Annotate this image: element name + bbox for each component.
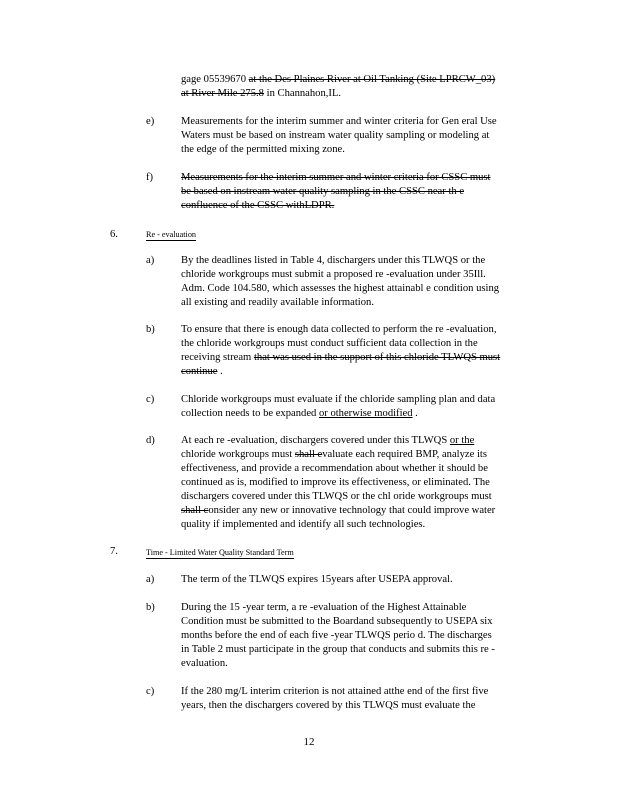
text-line <box>181 185 537 199</box>
text-run: continued as is, modified to improve its effectiveness, or eliminated. The <box>181 477 490 488</box>
deleted-text: at the Des Plaines River at Oil Tanking (Site LPRCW_03) <box>248 74 496 85</box>
text-line <box>181 601 537 615</box>
text-run: all existing and readily available information. <box>181 297 374 308</box>
text-run: in Channahon,IL. <box>263 88 342 99</box>
text-line <box>181 171 537 185</box>
text-line <box>181 282 537 296</box>
text-line <box>181 254 537 268</box>
deleted-text: Measurements for the interim summer and winter criteria for CSSC must <box>181 172 491 183</box>
item-marker-7a: a) <box>146 574 155 585</box>
item-marker-6b: b) <box>146 324 155 335</box>
item-marker-e: e) <box>146 116 155 127</box>
text-run: the chloride workgroups must conduct sufficient data collection in the <box>181 338 478 349</box>
text-line <box>181 448 537 462</box>
item-marker-f: f) <box>146 172 154 183</box>
text-run: receiving stream <box>181 352 254 363</box>
text-run: the edge of the permitted mixing zone. <box>181 144 345 155</box>
text-run: years, then the dischargers covered by this TLWQS must evaluate the <box>181 700 476 711</box>
text-run: dischargers covered under this TLWQS or the chl oride workgroups must <box>181 491 492 502</box>
text-line <box>181 296 537 310</box>
text-run: At each re -evaluation, dischargers covered under this TLWQS <box>181 435 450 446</box>
text-run: valuate each required BMP, analyze its <box>322 449 487 460</box>
deleted-text: continue <box>181 366 218 377</box>
item-marker-6d: d) <box>146 435 155 446</box>
text-run: To ensure that there is enough data collected to perform the re -evaluation, <box>181 324 497 335</box>
text-run: Condition must be submitted to the Boardand subsequently to USEPA six <box>181 616 493 627</box>
text-run: Adm. Code 104.580, which assesses the highest attainabl e condition using <box>181 283 500 294</box>
text-run: onsider any new or innovative technology that could improve water <box>208 505 496 516</box>
item-marker-7c: c) <box>146 686 155 697</box>
section-6-heading-text: Re - evaluation <box>146 230 197 239</box>
section-6-number: 6. <box>110 229 118 240</box>
text-run: quality if implemented and identify all such technologies. <box>181 519 426 530</box>
text-run: months before the end of each five -year TLWQS perio d. The discharges <box>181 630 492 641</box>
section-7-heading <box>146 547 294 558</box>
text-line <box>181 699 537 713</box>
text-line <box>181 407 537 421</box>
text-run: in Table 2 must participate in the group that conducts and submits this re - <box>181 644 495 655</box>
deleted-text: be based on instream water quality sampling in the CSSC near th e <box>181 186 465 197</box>
text-run: evaluation. <box>181 658 228 669</box>
inserted-text: or the <box>449 435 475 446</box>
text-run: chloride workgroups must <box>181 449 295 460</box>
text-run: collection needs to be expanded <box>181 408 319 419</box>
deleted-text: confluence of the CSSC withLDPR. <box>181 200 335 211</box>
item-7b-paragraph <box>181 601 537 671</box>
text-line <box>181 685 537 699</box>
item-marker-6c: c) <box>146 394 155 405</box>
text-run: Measurements for the interim summer and winter criteria for Gen eral Use <box>181 116 497 127</box>
text-line <box>181 87 537 101</box>
text-run: Chloride workgroups must evaluate if the chloride sampling plan and data <box>181 394 496 405</box>
text-line <box>181 504 537 518</box>
text-line <box>181 199 537 213</box>
item-marker-6a: a) <box>146 255 155 266</box>
text-line <box>181 351 537 365</box>
text-line <box>181 573 537 587</box>
inserted-text: or otherwise modified <box>318 408 413 419</box>
text-run: The term of the TLWQS expires 15years after USEPA approval. <box>181 574 453 585</box>
item-6a-paragraph <box>181 254 537 310</box>
text-line <box>181 337 537 351</box>
text-line <box>181 434 537 448</box>
text-run: chloride workgroups must submit a proposed re -evaluation under 35Ill. <box>181 269 486 280</box>
text-run: gage 05539670 <box>181 74 249 85</box>
section-6-heading <box>146 229 196 240</box>
text-run: . <box>412 408 418 419</box>
page-number: 12 <box>303 736 315 748</box>
text-line <box>181 629 537 643</box>
item-f-paragraph <box>181 171 537 213</box>
text-line <box>181 73 537 87</box>
text-line <box>181 643 537 657</box>
item-7a-paragraph <box>181 573 537 587</box>
text-line <box>181 518 537 532</box>
text-line <box>181 393 537 407</box>
text-run: By the deadlines listed in Table 4, dischargers under this TLWQS or the <box>181 255 486 266</box>
carryover-paragraph <box>181 73 537 101</box>
text-line <box>181 462 537 476</box>
text-line <box>181 323 537 337</box>
item-6d-paragraph <box>181 434 537 532</box>
deleted-text: that was used in the support of this chloride TLWQS must <box>253 352 501 363</box>
item-6b-paragraph <box>181 323 537 379</box>
text-line <box>181 143 537 157</box>
text-line <box>181 615 537 629</box>
text-run: Waters must be based on instream water quality sampling or modeling at <box>181 130 490 141</box>
item-7c-paragraph <box>181 685 537 713</box>
text-run: effectiveness, and provide a recommendation about whether it should be <box>181 463 488 474</box>
text-line <box>181 490 537 504</box>
item-e-paragraph <box>181 115 537 157</box>
text-line <box>181 365 537 379</box>
section-7-number: 7. <box>110 546 118 557</box>
text-run: If the 280 mg/L interim criterion is not attained atthe end of the first five <box>181 686 489 697</box>
text-line <box>181 129 537 143</box>
text-run: . <box>217 366 223 377</box>
deleted-text: at River Mile 275.8 <box>181 88 264 99</box>
text-line <box>181 268 537 282</box>
text-run: During the 15 -year term, a re -evaluation of the Highest Attainable <box>181 602 467 613</box>
text-line <box>181 657 537 671</box>
text-line <box>181 476 537 490</box>
deleted-text: shall e <box>294 449 323 460</box>
item-marker-7b: b) <box>146 602 155 613</box>
text-line <box>181 115 537 129</box>
section-7-heading-text: Time - Limited Water Quality Standard Term <box>146 548 294 557</box>
item-6c-paragraph <box>181 393 537 421</box>
deleted-text: shall c <box>181 505 209 516</box>
